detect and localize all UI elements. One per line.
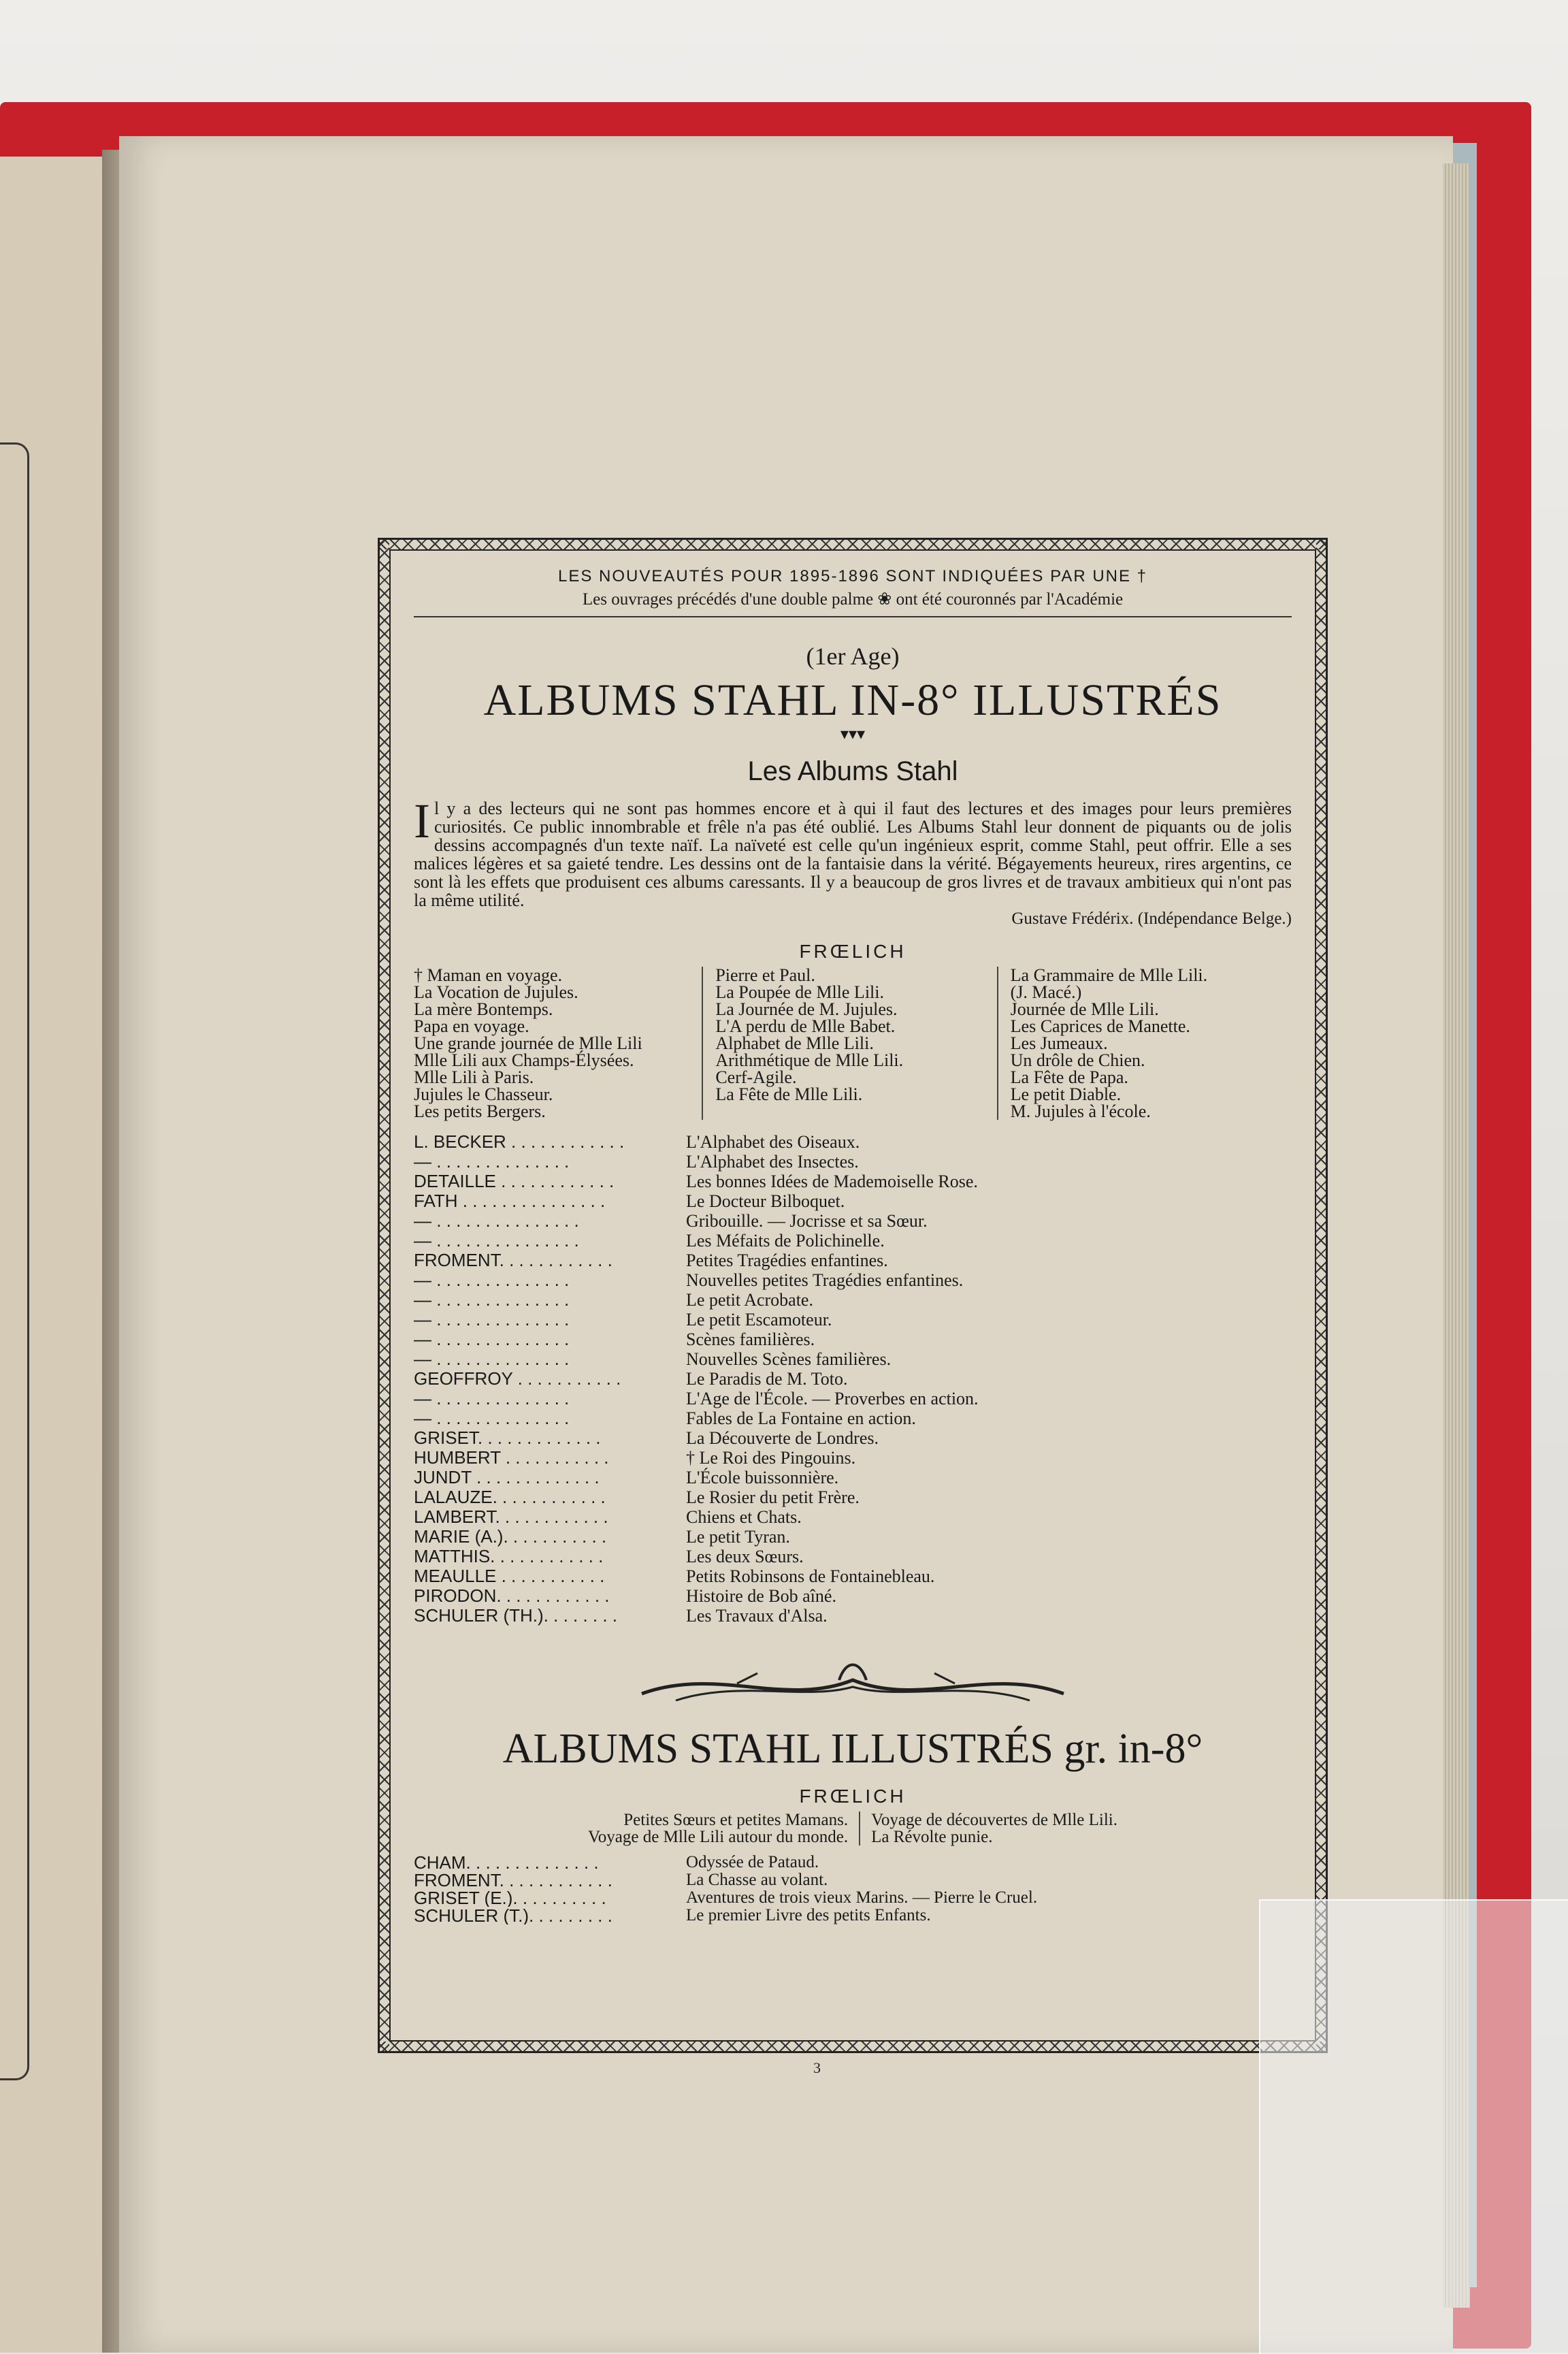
right-page	[119, 136, 1453, 2353]
table-row	[414, 1566, 1292, 1586]
froelich2-column-2	[859, 1811, 1117, 1845]
list-item: † Maman en voyage.	[414, 965, 563, 985]
list-item: Cerf-Agile.	[715, 1067, 797, 1087]
author: LAMBERT. . . . . . . . . . . .	[414, 1507, 608, 1527]
list-item: Le petit Diable.	[1010, 1084, 1122, 1104]
title: Odyssée de Pataud.	[686, 1853, 819, 1871]
intro-text: l y a des lecteurs qui ne sont pas hommes encore et à qui il faut des lectures et des images pour leurs premières curiosités. Ce public innombrable et frêle n'a pas été oublié. Les Albums Stahl leur donnent de piquants ou de jolis dessins accompagnés d'un texte naïf. La naïveté est celle qu'un ingénieux esprit, comme Stahl, peut offrir. Elle a ses malices légères et sa gaieté tendre. Les dessins ont de la fantaisie dans la vérité. Bégayements heureux, rires argentins, ce sont là les effets que produisent ces albums caressants. Il y a beaucoup de gros livres et de travaux ambitieux qui n'ont pas la même utilité.	[414, 799, 1292, 910]
table-row	[414, 1231, 1292, 1251]
list-item: La Grammaire de Mlle Lili.	[1010, 965, 1208, 985]
list-item: La Révolte punie.	[871, 1828, 993, 1846]
title: Nouvelles Scènes familières.	[686, 1349, 892, 1369]
drop-cap: I	[414, 794, 430, 848]
author-title-list	[414, 1132, 1292, 1626]
table-row	[414, 1527, 1292, 1547]
table-row	[414, 1349, 1292, 1369]
divider	[414, 616, 1292, 617]
age-label: (1er Age)	[806, 643, 900, 670]
table-row	[414, 1586, 1292, 1606]
table-row	[414, 1132, 1292, 1152]
author: SCHULER (TH.). . . . . . . .	[414, 1606, 618, 1626]
title: Le petit Acrobate.	[686, 1290, 813, 1310]
table-row	[414, 1172, 1292, 1191]
section-subtitle: Les Albums Stahl	[747, 756, 958, 786]
frame-zigzag-top	[380, 540, 1326, 549]
author: — . . . . . . . . . . . . . .	[414, 1310, 570, 1329]
list-item: La Fête de Papa.	[1010, 1067, 1128, 1087]
author: — . . . . . . . . . . . . . .	[414, 1389, 570, 1408]
frame-zigzag-bottom	[380, 2042, 1326, 2051]
title: L'Alphabet des Insectes.	[686, 1152, 859, 1172]
table-row	[414, 1507, 1292, 1527]
left-page-border-decoration	[0, 442, 29, 2080]
author: — . . . . . . . . . . . . . .	[414, 1270, 570, 1290]
table-row	[414, 1854, 1292, 1871]
title: L'Alphabet des Oiseaux.	[686, 1132, 860, 1152]
table-row	[414, 1871, 1292, 1889]
author: — . . . . . . . . . . . . . .	[414, 1152, 570, 1172]
list-item: Les Caprices de Manette.	[1010, 1016, 1190, 1036]
flourish-ornament	[635, 1653, 1071, 1714]
author: MATTHIS. . . . . . . . . . . .	[414, 1547, 604, 1566]
table-row	[414, 1408, 1292, 1428]
list-item: Un drôle de Chien.	[1010, 1050, 1145, 1070]
title: Gribouille. — Jocrisse et sa Sœur.	[686, 1211, 928, 1231]
table-row	[414, 1270, 1292, 1290]
title: Fables de La Fontaine en action.	[686, 1408, 916, 1428]
list-item: Journée de Mlle Lili.	[1010, 999, 1159, 1019]
title-ornament: ▾▾▾	[840, 726, 866, 743]
title: Les deux Sœurs.	[686, 1547, 804, 1566]
frame-zigzag-left	[380, 540, 389, 2051]
author: HUMBERT . . . . . . . . . . .	[414, 1448, 609, 1468]
froelich-column-3	[997, 967, 1292, 1120]
author: FROMENT. . . . . . . . . . . .	[414, 1251, 612, 1270]
froelich-heading: FRŒLICH	[799, 941, 906, 962]
title: Les bonnes Idées de Mademoiselle Rose.	[686, 1172, 978, 1191]
author: PIRODON. . . . . . . . . . . .	[414, 1586, 610, 1606]
table-row	[414, 1191, 1292, 1211]
list-item: Une grande journée de Mlle Lili	[414, 1033, 642, 1053]
list-item: La Vocation de Jujules.	[414, 982, 578, 1002]
author: SCHULER (T.). . . . . . . . .	[414, 1907, 612, 1924]
list-item: L'A perdu de Mlle Babet.	[715, 1016, 896, 1036]
froelich-heading-2: FRŒLICH	[799, 1786, 906, 1807]
table-row	[414, 1290, 1292, 1310]
author: JUNDT . . . . . . . . . . . . .	[414, 1468, 600, 1487]
author: DETAILLE . . . . . . . . . . . .	[414, 1172, 615, 1191]
frame-zigzag-right	[1316, 540, 1326, 2051]
list-item: Jujules le Chasseur.	[414, 1084, 553, 1104]
table-row	[414, 1468, 1292, 1487]
title: Petits Robinsons de Fontainebleau.	[686, 1566, 935, 1586]
author: GRISET. . . . . . . . . . . . .	[414, 1428, 601, 1448]
page-number: 3	[813, 2059, 821, 2076]
title: Les Méfaits de Polichinelle.	[686, 1231, 885, 1251]
catalog-frame	[378, 538, 1328, 2053]
title: Le Docteur Bilboquet.	[686, 1191, 845, 1211]
table-row	[414, 1547, 1292, 1566]
acrylic-stand	[1259, 1899, 1568, 2354]
list-item: Voyage de découvertes de Mlle Lili.	[871, 1811, 1118, 1829]
title: † Le Roi des Pingouins.	[686, 1448, 856, 1468]
title: Le Paradis de M. Toto.	[686, 1369, 848, 1389]
list-item: Arithmétique de Mlle Lili.	[715, 1050, 904, 1070]
list-item: Mlle Lili à Paris.	[414, 1067, 534, 1087]
froelich-column-1	[414, 967, 702, 1120]
table-row	[414, 1889, 1292, 1907]
list-item: Petites Sœurs et petites Mamans.	[623, 1811, 849, 1829]
list-item: M. Jujules à l'école.	[1010, 1101, 1151, 1121]
author: — . . . . . . . . . . . . . . .	[414, 1211, 579, 1231]
list-item: Mlle Lili aux Champs-Élysées.	[414, 1050, 634, 1070]
list-item: Voyage de Mlle Lili autour du monde.	[587, 1828, 849, 1846]
list-item: Les petits Bergers.	[414, 1101, 546, 1121]
title: La Chasse au volant.	[686, 1871, 828, 1889]
author: — . . . . . . . . . . . . . .	[414, 1329, 570, 1349]
author: GRISET (E.). . . . . . . . . .	[414, 1889, 606, 1907]
title: L'École buissonnière.	[686, 1468, 839, 1487]
table-row	[414, 1211, 1292, 1231]
academy-notice: Les ouvrages précédés d'une double palme ❀ ont été couronnés par l'Académie	[582, 590, 1124, 609]
table-row	[414, 1428, 1292, 1448]
list-item: La Fête de Mlle Lili.	[715, 1084, 863, 1104]
title: Le Rosier du petit Frère.	[686, 1487, 860, 1507]
table-row	[414, 1152, 1292, 1172]
author: — . . . . . . . . . . . . . .	[414, 1408, 570, 1428]
list-item: Papa en voyage.	[414, 1016, 529, 1036]
new-titles-notice: LES NOUVEAUTÉS POUR 1895-1896 SONT INDIQUÉES PAR UNE †	[557, 567, 1148, 585]
intro-paragraph	[414, 794, 1292, 910]
title: La Découverte de Londres.	[686, 1428, 879, 1448]
title: Le petit Escamoteur.	[686, 1310, 832, 1329]
title: Scènes familières.	[686, 1329, 815, 1349]
table-row	[414, 1389, 1292, 1408]
author: MEAULLE . . . . . . . . . . .	[414, 1566, 605, 1586]
title: Petites Tragédies enfantines.	[686, 1251, 888, 1270]
title: Aventures de trois vieux Marins. — Pierre le Cruel.	[686, 1888, 1038, 1907]
list-item: Pierre et Paul.	[715, 965, 815, 985]
list-item: La Journée de M. Jujules.	[715, 999, 898, 1019]
froelich-columns-2	[414, 1811, 1292, 1845]
author: LALAUZE. . . . . . . . . . . .	[414, 1487, 606, 1507]
table-row	[414, 1606, 1292, 1626]
table-row	[414, 1448, 1292, 1468]
title: Les Travaux d'Alsa.	[686, 1606, 828, 1626]
table-row	[414, 1310, 1292, 1329]
title: L'Age de l'École. — Proverbes en action.	[686, 1389, 979, 1408]
title: Nouvelles petites Tragédies enfantines.	[686, 1270, 964, 1290]
author: FATH . . . . . . . . . . . . . . .	[414, 1191, 606, 1211]
catalog-content	[414, 567, 1292, 1924]
title: Histoire de Bob aîné.	[686, 1586, 836, 1606]
author-title-list-2	[414, 1854, 1292, 1924]
title: Le petit Tyran.	[686, 1527, 790, 1547]
list-item: Alphabet de Mlle Lili.	[715, 1033, 874, 1053]
author: GEOFFROY . . . . . . . . . . .	[414, 1369, 621, 1389]
table-row	[414, 1907, 1292, 1924]
title: Chiens et Chats.	[686, 1507, 802, 1527]
author: — . . . . . . . . . . . . . .	[414, 1290, 570, 1310]
table-row	[414, 1329, 1292, 1349]
table-row	[414, 1369, 1292, 1389]
author: — . . . . . . . . . . . . . .	[414, 1349, 570, 1369]
section2-title: ALBUMS STAHL ILLUSTRÉS gr. in-8°	[502, 1726, 1203, 1772]
table-row	[414, 1251, 1292, 1270]
author: CHAM. . . . . . . . . . . . . .	[414, 1854, 599, 1871]
title: Le premier Livre des petits Enfants.	[686, 1906, 931, 1924]
list-item: La mère Bontemps.	[414, 999, 553, 1019]
author: — . . . . . . . . . . . . . . .	[414, 1231, 579, 1251]
author: L. BECKER . . . . . . . . . . . .	[414, 1132, 625, 1152]
table-row	[414, 1487, 1292, 1507]
section-title: ALBUMS STAHL IN-8° ILLUSTRÉS	[483, 675, 1222, 725]
froelich-columns	[414, 967, 1292, 1120]
froelich-column-2	[702, 967, 996, 1120]
list-item: (J. Macé.)	[1010, 982, 1082, 1002]
list-item: Les Jumeaux.	[1010, 1033, 1108, 1053]
author: MARIE (A.). . . . . . . . . . .	[414, 1527, 607, 1547]
list-item: La Poupée de Mlle Lili.	[715, 982, 884, 1002]
froelich2-column-1	[588, 1811, 859, 1845]
left-page	[0, 157, 116, 2353]
author: FROMENT. . . . . . . . . . . .	[414, 1871, 612, 1889]
review-signature: Gustave Frédérix. (Indépendance Belge.)	[1011, 909, 1292, 928]
